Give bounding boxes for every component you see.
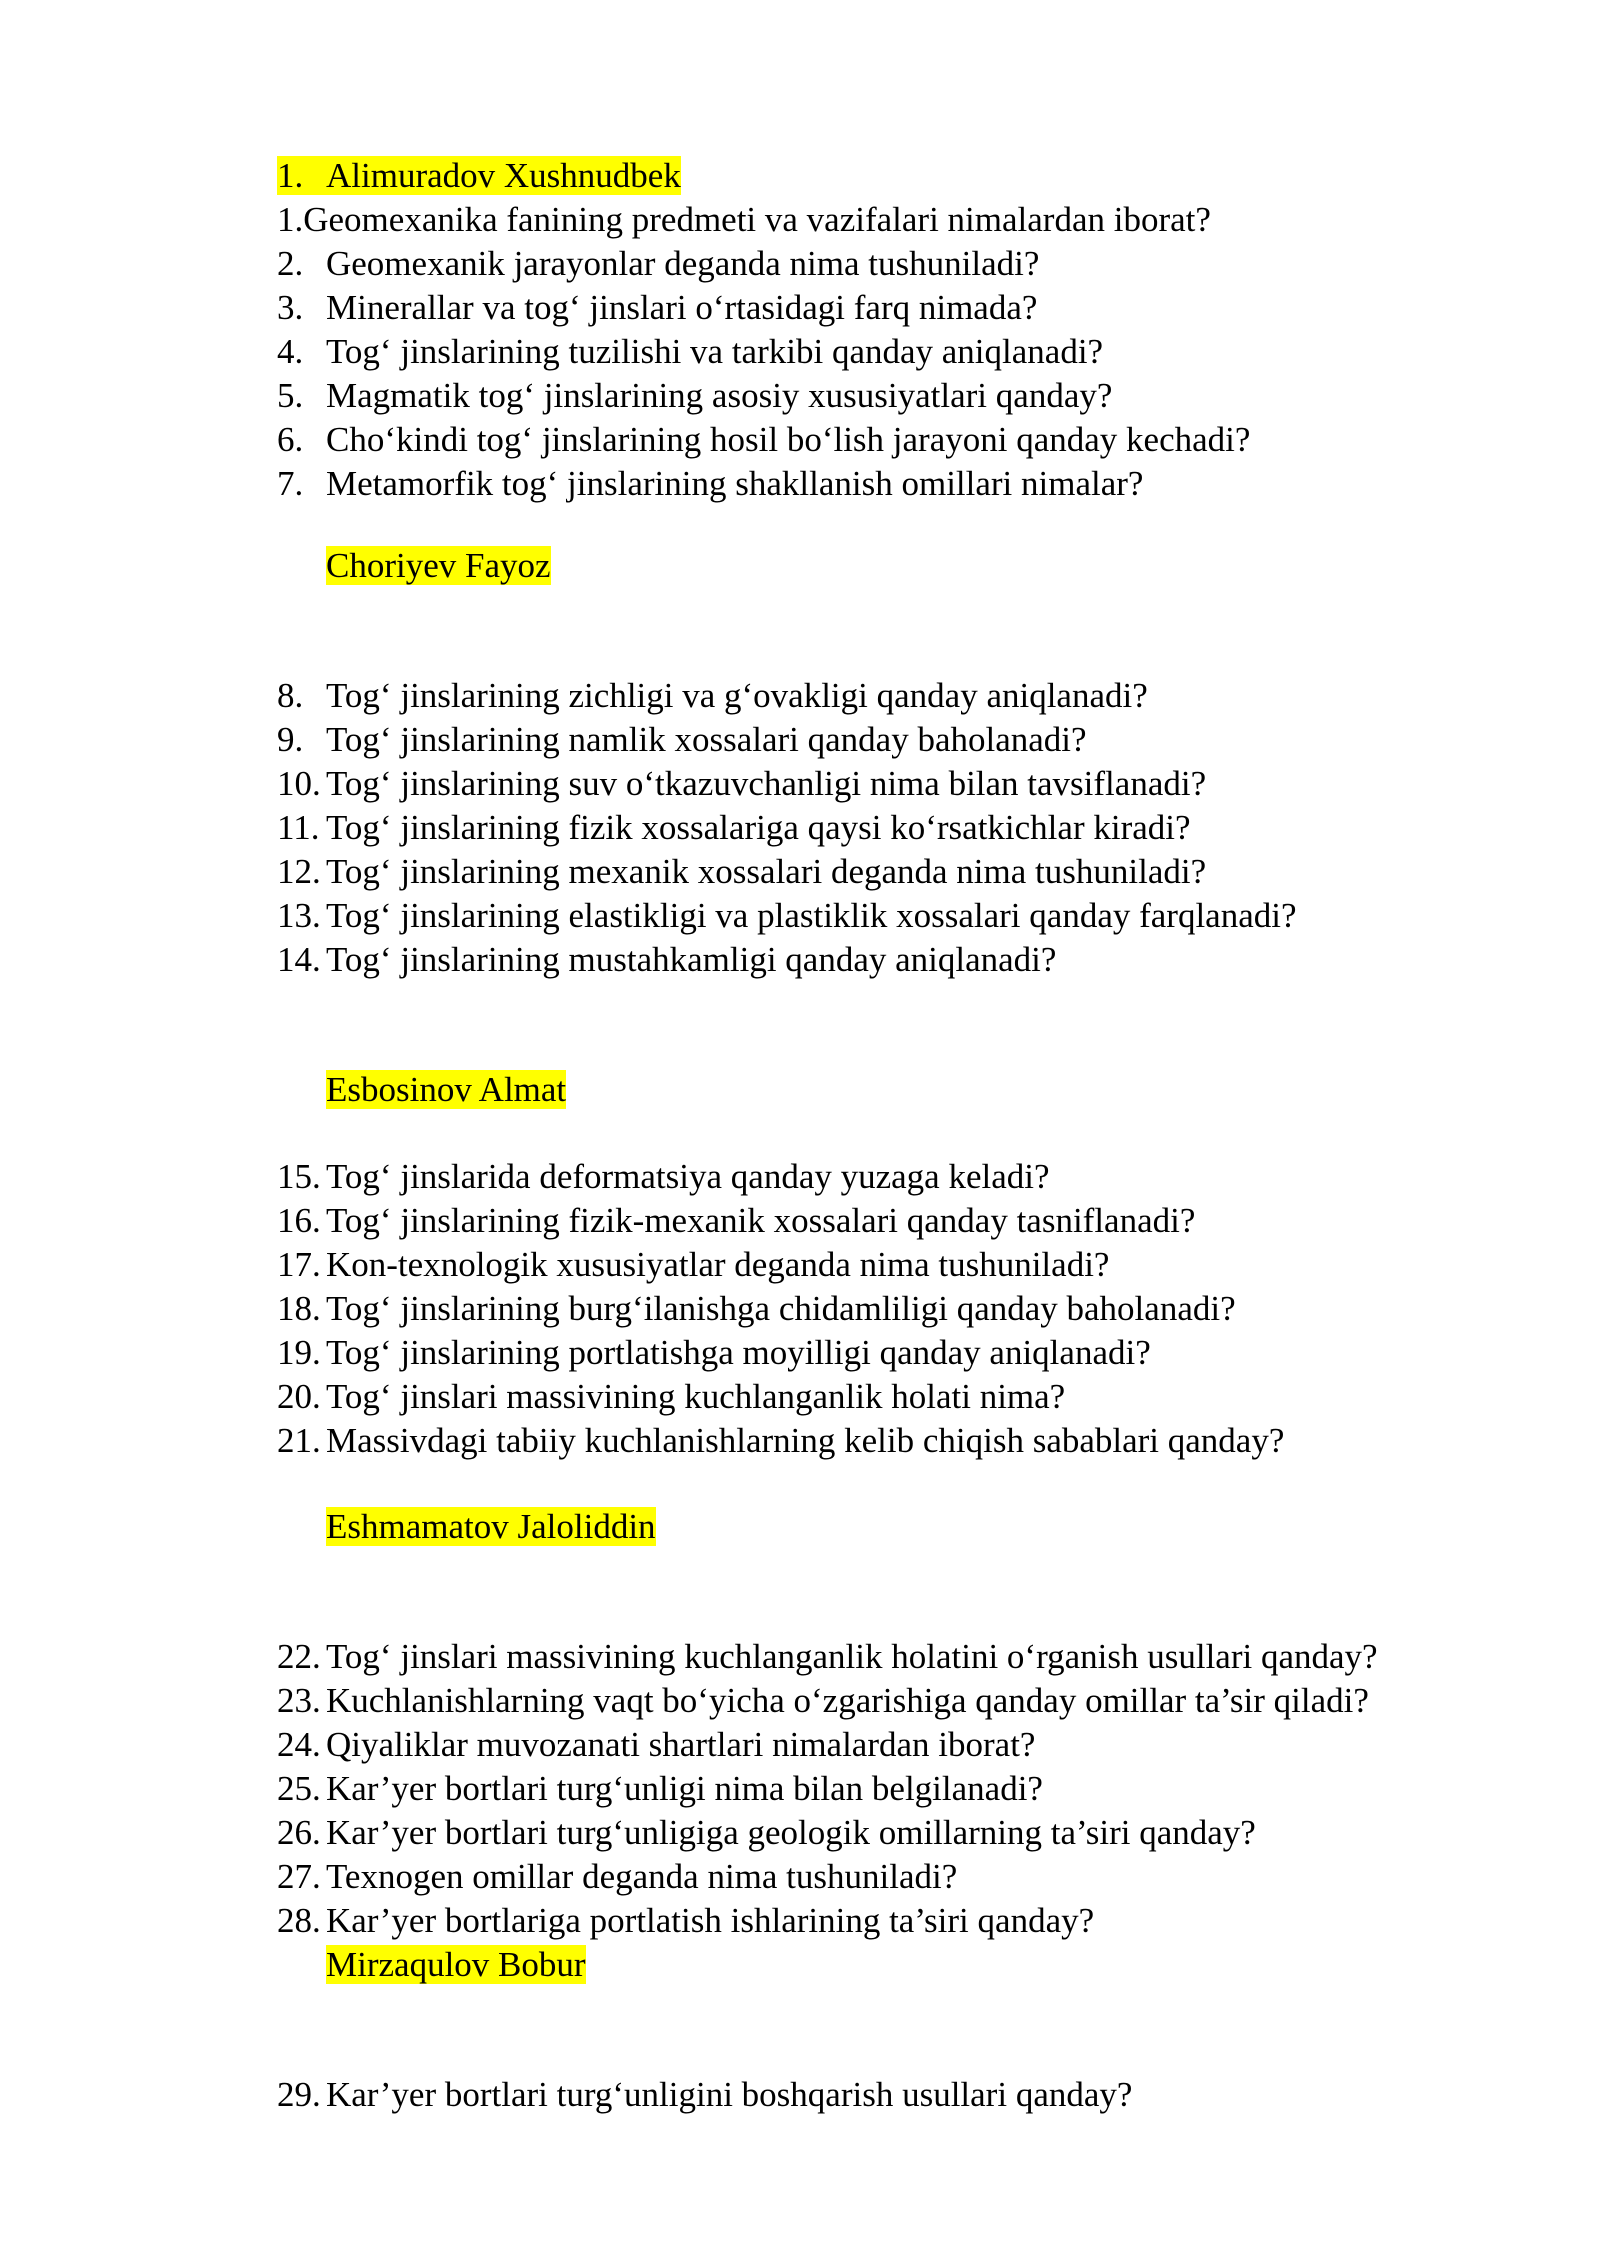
question-text: Tog‘ jinslarining tuzilishi va tarkibi qanday aniqlanadi? xyxy=(326,332,1104,371)
question-number: 6. xyxy=(277,420,304,459)
question-number: 4. xyxy=(277,332,304,371)
question-text: Tog‘ jinslarining suv o‘tkazuvchanligi nima bilan tavsiflanadi? xyxy=(326,764,1207,803)
question-item xyxy=(277,806,1191,850)
question-item xyxy=(277,1243,1109,1287)
question-text: Qiyaliklar muvozanati shartlari nimalardan iborat? xyxy=(326,1725,1036,1764)
student-name: Alimuradov Xushnudbek xyxy=(326,156,681,195)
question-text: Tog‘ jinslarida deformatsiya qanday yuzaga keladi? xyxy=(326,1157,1050,1196)
question-item xyxy=(277,330,1103,374)
question-item xyxy=(277,894,1297,938)
question-number: 11. xyxy=(277,808,320,847)
question-number: 12. xyxy=(277,852,321,891)
question-text: Tog‘ jinslarining portlatishga moyilligi qanday aniqlanadi? xyxy=(326,1333,1151,1372)
question-text: Cho‘kindi tog‘ jinslarining hosil bo‘lish jarayoni qanday kechadi? xyxy=(326,420,1251,459)
student-name-heading xyxy=(326,1068,566,1112)
student-name-heading xyxy=(326,1943,586,1987)
question-item xyxy=(277,1287,1236,1331)
question-number: 14. xyxy=(277,940,321,979)
question-item xyxy=(277,1375,1065,1419)
question-number: 16. xyxy=(277,1201,321,1240)
student-name-heading xyxy=(277,154,681,198)
question-item xyxy=(277,286,1037,330)
question-item xyxy=(277,1811,1256,1855)
question-text: Kar’yer bortlari turg‘unligini boshqarish usullari qanday? xyxy=(326,2075,1133,2114)
question-text: Tog‘ jinslari massivining kuchlanganlik holati nima? xyxy=(326,1377,1066,1416)
question-item xyxy=(277,198,1211,242)
question-text: Tog‘ jinslarining fizik-mexanik xossalari qanday tasniflanadi? xyxy=(326,1201,1196,1240)
name-highlight xyxy=(277,156,681,195)
heading-number: 1. xyxy=(277,156,304,195)
question-number: 22. xyxy=(277,1637,321,1676)
question-text: Tog‘ jinslarining burg‘ilanishga chidamliligi qanday baholanadi? xyxy=(326,1289,1236,1328)
question-text: Kar’yer bortlariga portlatish ishlarining ta’siri qanday? xyxy=(326,1901,1095,1940)
student-name: Mirzaqulov Bobur xyxy=(326,1945,586,1984)
question-item xyxy=(277,242,1039,286)
question-number: 13. xyxy=(277,896,321,935)
student-name-heading xyxy=(326,544,551,588)
question-text: Geomexanik jarayonlar deganda nima tushuniladi? xyxy=(326,244,1040,283)
question-item xyxy=(277,418,1250,462)
question-number: 25. xyxy=(277,1769,321,1808)
question-text: Minerallar va tog‘ jinslari o‘rtasidagi farq nimada? xyxy=(326,288,1038,327)
question-number: 19. xyxy=(277,1333,321,1372)
question-text: Kar’yer bortlari turg‘unligi nima bilan belgilanadi? xyxy=(326,1769,1043,1808)
question-item xyxy=(277,462,1143,506)
question-text: Texnogen omillar deganda nima tushuniladi? xyxy=(326,1857,958,1896)
question-text: 1.Geomexanika fanining predmeti va vazifalari nimalardan iborat? xyxy=(277,200,1211,239)
question-text: Tog‘ jinslarining elastikligi va plastiklik xossalari qanday farqlanadi? xyxy=(326,896,1297,935)
question-item xyxy=(277,2073,1132,2117)
question-text: Tog‘ jinslarining zichligi va g‘ovakligi qanday aniqlanadi? xyxy=(326,676,1148,715)
question-number: 24. xyxy=(277,1725,321,1764)
question-text: Tog‘ jinslarining mustahkamligi qanday aniqlanadi? xyxy=(326,940,1057,979)
question-number: 20. xyxy=(277,1377,321,1416)
question-text: Tog‘ jinslarining mexanik xossalari deganda nima tushuniladi? xyxy=(326,852,1207,891)
question-item xyxy=(277,1419,1284,1463)
question-item xyxy=(277,1199,1195,1243)
question-text: Tog‘ jinslari massivining kuchlanganlik holatini o‘rganish usullari qanday? xyxy=(326,1637,1378,1676)
question-number: 27. xyxy=(277,1857,321,1896)
question-text: Kon-texnologik xususiyatlar deganda nima tushuniladi? xyxy=(326,1245,1110,1284)
question-number: 26. xyxy=(277,1813,321,1852)
question-number: 5. xyxy=(277,376,304,415)
question-text: Kar’yer bortlari turg‘unligiga geologik omillarning ta’siri qanday? xyxy=(326,1813,1256,1852)
question-item xyxy=(277,1723,1035,1767)
question-item xyxy=(277,850,1206,894)
question-item xyxy=(277,374,1112,418)
question-text: Tog‘ jinslarining namlik xossalari qanday baholanadi? xyxy=(326,720,1087,759)
question-item xyxy=(277,1767,1043,1811)
question-text: Tog‘ jinslarining fizik xossalariga qaysi ko‘rsatkichlar kiradi? xyxy=(326,808,1191,847)
question-number: 8. xyxy=(277,676,304,715)
question-item xyxy=(277,1635,1378,1679)
question-item xyxy=(277,674,1148,718)
question-number: 17. xyxy=(277,1245,321,1284)
student-name: Eshmamatov Jaloliddin xyxy=(326,1507,656,1546)
question-item xyxy=(277,718,1087,762)
student-name: Choriyev Fayoz xyxy=(326,546,551,585)
question-item xyxy=(277,938,1056,982)
question-item xyxy=(277,762,1206,806)
question-number: 28. xyxy=(277,1901,321,1940)
question-item xyxy=(277,1899,1094,1943)
question-item xyxy=(277,1155,1050,1199)
question-number: 23. xyxy=(277,1681,321,1720)
question-number: 18. xyxy=(277,1289,321,1328)
question-text: Metamorfik tog‘ jinslarining shakllanish omillari nimalar? xyxy=(326,464,1144,503)
question-number: 9. xyxy=(277,720,304,759)
question-number: 29. xyxy=(277,2075,321,2114)
question-number: 3. xyxy=(277,288,304,327)
student-name: Esbosinov Almat xyxy=(326,1070,567,1109)
question-item xyxy=(277,1855,957,1899)
question-text: Kuchlanishlarning vaqt bo‘yicha o‘zgarishiga qanday omillar ta’sir qiladi? xyxy=(326,1681,1369,1720)
question-number: 2. xyxy=(277,244,304,283)
question-number: 7. xyxy=(277,464,304,503)
question-number: 10. xyxy=(277,764,321,803)
question-item xyxy=(277,1331,1151,1375)
question-number: 21. xyxy=(277,1421,321,1460)
question-text: Massivdagi tabiiy kuchlanishlarning kelib chiqish sabablari qanday? xyxy=(326,1421,1285,1460)
student-name-heading xyxy=(326,1505,656,1549)
question-text: Magmatik tog‘ jinslarining asosiy xususiyatlari qanday? xyxy=(326,376,1113,415)
question-item xyxy=(277,1679,1369,1723)
question-number: 15. xyxy=(277,1157,321,1196)
